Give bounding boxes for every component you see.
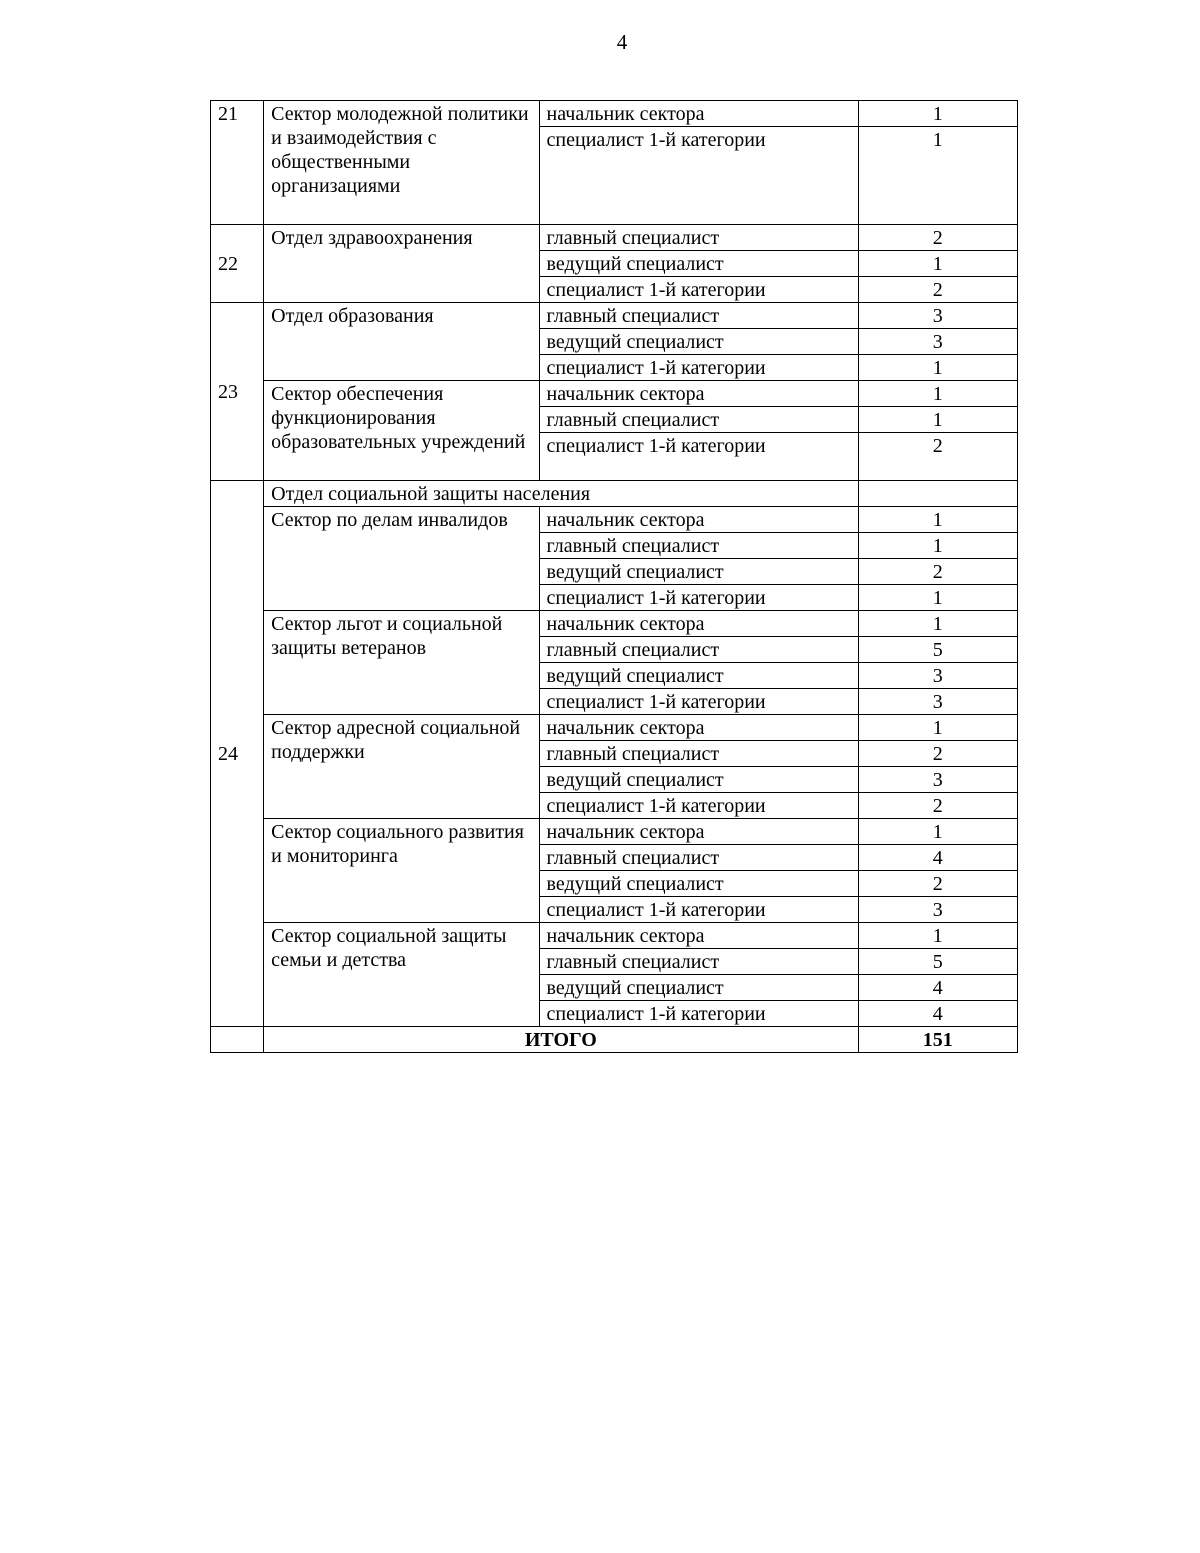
total-label: ИТОГО [264, 1027, 858, 1053]
table-row [211, 611, 1018, 637]
position-count: 3 [858, 897, 1018, 923]
position-name: начальник сектора [539, 715, 858, 741]
position-name: главный специалист [539, 949, 858, 975]
unit-name: Сектор обеспечения функционирования образовательных учреждений [264, 381, 539, 481]
position-count: 3 [858, 329, 1018, 355]
position-count: 1 [858, 585, 1018, 611]
table-row [211, 225, 1018, 251]
position-count: 2 [858, 277, 1018, 303]
table-row [211, 507, 1018, 533]
position-name: ведущий специалист [539, 559, 858, 585]
row-number: 23 [211, 303, 264, 481]
unit-name: Сектор по делам инвалидов [264, 507, 539, 611]
position-name: начальник сектора [539, 923, 858, 949]
table-row [211, 101, 1018, 127]
position-count: 1 [858, 101, 1018, 127]
position-name: специалист 1-й категории [539, 127, 858, 225]
position-count: 5 [858, 949, 1018, 975]
position-name: главный специалист [539, 533, 858, 559]
position-count: 1 [858, 507, 1018, 533]
staffing-table [210, 100, 1018, 1053]
page-number: 4 [616, 30, 628, 54]
position-name: ведущий специалист [539, 871, 858, 897]
position-count: 1 [858, 923, 1018, 949]
position-name: главный специалист [539, 741, 858, 767]
position-count: 1 [858, 533, 1018, 559]
position-name: ведущий специалист [539, 767, 858, 793]
position-count: 2 [858, 741, 1018, 767]
position-name: специалист 1-й категории [539, 1001, 858, 1027]
position-name: главный специалист [539, 637, 858, 663]
position-name: ведущий специалист [539, 663, 858, 689]
position-count: 1 [858, 381, 1018, 407]
unit-name: Сектор молодежной политики и взаимодействия с общественными организациями [264, 101, 539, 225]
position-name: главный специалист [539, 845, 858, 871]
position-count: 1 [858, 715, 1018, 741]
position-count: 3 [858, 303, 1018, 329]
position-name: начальник сектора [539, 611, 858, 637]
position-count: 1 [858, 819, 1018, 845]
table-row [211, 923, 1018, 949]
table-row [211, 715, 1018, 741]
position-name: специалист 1-й категории [539, 277, 858, 303]
position-count: 2 [858, 559, 1018, 585]
total-row [211, 1027, 1018, 1053]
position-name: специалист 1-й категории [539, 433, 858, 481]
row-number: 24 [211, 481, 264, 1027]
position-name: главный специалист [539, 225, 858, 251]
position-name: ведущий специалист [539, 251, 858, 277]
unit-name: Отдел образования [264, 303, 539, 381]
position-count: 4 [858, 975, 1018, 1001]
table-row [211, 303, 1018, 329]
total-empty-cell [211, 1027, 264, 1053]
table-row [211, 481, 1018, 507]
unit-name: Отдел здравоохранения [264, 225, 539, 303]
position-count: 1 [858, 611, 1018, 637]
position-name: начальник сектора [539, 101, 858, 127]
position-name: ведущий специалист [539, 329, 858, 355]
position-count: 1 [858, 127, 1018, 225]
position-count: 2 [858, 871, 1018, 897]
position-name: ведущий специалист [539, 975, 858, 1001]
position-name: начальник сектора [539, 819, 858, 845]
row-number: 21 [211, 101, 264, 225]
table-row [211, 819, 1018, 845]
unit-name: Сектор социального развития и мониторинга [264, 819, 539, 923]
position-name: специалист 1-й категории [539, 897, 858, 923]
position-name: специалист 1-й категории [539, 585, 858, 611]
table-row [211, 381, 1018, 407]
position-name: главный специалист [539, 303, 858, 329]
position-count: 3 [858, 689, 1018, 715]
position-count: 1 [858, 407, 1018, 433]
row-number: 22 [211, 225, 264, 303]
position-name: начальник сектора [539, 507, 858, 533]
total-value: 151 [858, 1027, 1018, 1053]
position-count: 2 [858, 433, 1018, 481]
position-name: главный специалист [539, 407, 858, 433]
position-name: специалист 1-й категории [539, 355, 858, 381]
unit-name: Сектор адресной социальной поддержки [264, 715, 539, 819]
unit-name: Сектор социальной защиты семьи и детства [264, 923, 539, 1027]
position-name: специалист 1-й категории [539, 689, 858, 715]
position-count: 2 [858, 225, 1018, 251]
department-name: Отдел социальной защиты населения [264, 481, 858, 507]
position-count: 3 [858, 767, 1018, 793]
position-count: 3 [858, 663, 1018, 689]
position-count: 4 [858, 845, 1018, 871]
position-count: 5 [858, 637, 1018, 663]
position-count: 2 [858, 793, 1018, 819]
position-count: 4 [858, 1001, 1018, 1027]
position-name: начальник сектора [539, 381, 858, 407]
position-count [858, 481, 1018, 507]
position-count: 1 [858, 355, 1018, 381]
position-count: 1 [858, 251, 1018, 277]
position-name: специалист 1-й категории [539, 793, 858, 819]
unit-name: Сектор льгот и социальной защиты ветеранов [264, 611, 539, 715]
